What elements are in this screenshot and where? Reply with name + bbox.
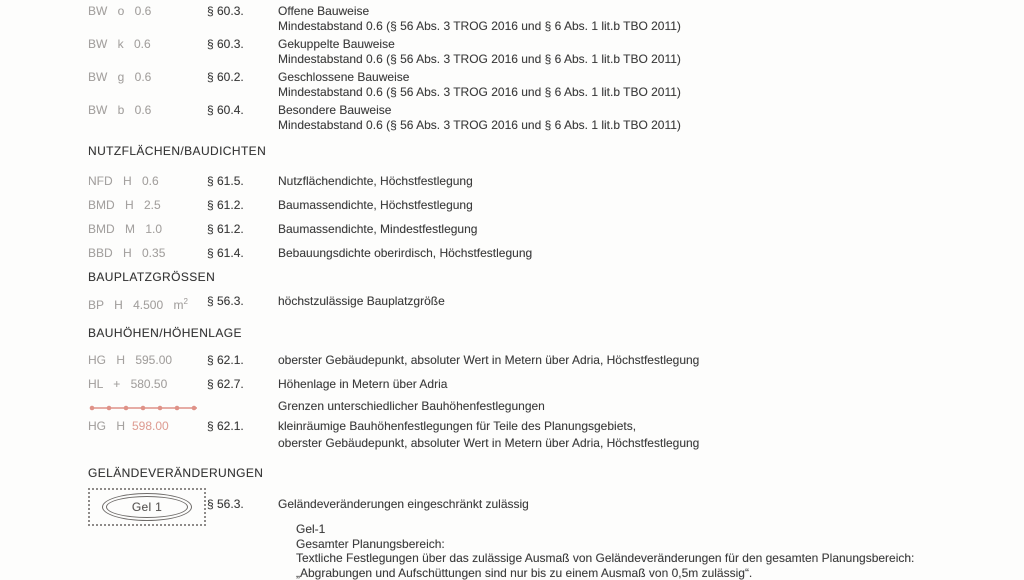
description-subtitle: Mindestabstand 0.6 (§ 56 Abs. 3 TROG 2016 und § 6 Abs. 1 lit.b TBO 2011): [278, 19, 1024, 34]
description: Grenzen unterschiedlicher Bauhöhenfestlegungen: [278, 399, 1024, 414]
legend-row: [0, 37, 1024, 67]
note-line: „Abgrabungen und Aufschüttungen sind nur bis zu einem Ausmaß von 0,5m zulässig“.: [296, 566, 1024, 580]
paragraph-ref: § 60.3.: [207, 37, 278, 52]
paragraph-ref: § 62.1.: [207, 419, 278, 434]
description-title: kleinräumige Bauhöhenfestlegungen für Teile des Planungsgebiets,: [278, 419, 1024, 434]
description-title: Offene Bauweise: [278, 4, 1024, 19]
paragraph-ref: § 56.3.: [207, 488, 278, 512]
code-cell: HG H 595.00: [88, 353, 207, 368]
description: Geländeveränderungen eingeschränkt zulässig: [278, 488, 1024, 512]
description: Baumassendichte, Mindestfestlegung: [278, 222, 1024, 237]
legend-row: [0, 174, 1024, 189]
description: [278, 4, 1024, 34]
squared-exponent: 2: [183, 297, 187, 306]
gel-label: Gel 1: [106, 496, 188, 518]
code-cell: BW g 0.6: [88, 70, 207, 85]
paragraph-ref: § 62.7.: [207, 377, 278, 392]
section-heading-nutzflaechen-baudichten: NUTZFLÄCHEN/BAUDICHTEN: [0, 144, 1024, 159]
gel-label-ellipse-icon: [102, 493, 192, 521]
legend-row: [0, 377, 1024, 392]
note-line: Textliche Festlegungen über das zulässige Ausmaß von Geländeveränderungen für den gesamten Planungsbereich:: [296, 551, 1024, 566]
code-cell: BW k 0.6: [88, 37, 207, 52]
description-title: Besondere Bauweise: [278, 103, 1024, 118]
dotted-boundary-box-icon: [88, 488, 206, 526]
legend-row: [0, 70, 1024, 100]
legend-row: [0, 399, 1024, 414]
code-cell: BW o 0.6: [88, 4, 207, 19]
description: Bebauungsdichte oberirdisch, Höchstfestlegung: [278, 246, 1024, 261]
description-title: Gekuppelte Bauweise: [278, 37, 1024, 52]
code-cell: [88, 399, 207, 413]
description-subtitle: oberster Gebäudepunkt, absoluter Wert in Metern über Adria, Höchstfestlegung: [278, 436, 1024, 451]
height-value-red: 598.00: [132, 419, 169, 433]
paragraph-ref: § 60.2.: [207, 70, 278, 85]
legend-row: [0, 488, 1024, 526]
gel-notes-block: [296, 522, 1024, 580]
paragraph-ref: § 61.2.: [207, 222, 278, 237]
code-cell: BP H 4.500 $m^2$: [88, 294, 207, 313]
section-heading-bauhoehen-hoehenlage: BAUHÖHEN/HÖHENLAGE: [0, 326, 1024, 341]
legend-row: [0, 103, 1024, 133]
description: oberster Gebäudepunkt, absoluter Wert in Metern über Adria, Höchstfestlegung: [278, 353, 1024, 368]
note-line: Gesamter Planungsbereich:: [296, 537, 1024, 552]
paragraph-ref: § 56.3.: [207, 294, 278, 309]
code-cell: BMD M 1.0: [88, 222, 207, 237]
description-subtitle: Mindestabstand 0.6 (§ 56 Abs. 3 TROG 2016 und § 6 Abs. 1 lit.b TBO 2011): [278, 118, 1024, 133]
description-title: Geschlossene Bauweise: [278, 70, 1024, 85]
code-cell: NFD H 0.6: [88, 174, 207, 189]
description-subtitle: Mindestabstand 0.6 (§ 56 Abs. 3 TROG 2016 und § 6 Abs. 1 lit.b TBO 2011): [278, 52, 1024, 67]
description: [278, 419, 1024, 453]
legend-row: [0, 4, 1024, 34]
legend-row: [0, 353, 1024, 368]
legend-row: [0, 198, 1024, 213]
paragraph-ref: § 60.4.: [207, 103, 278, 118]
description: Nutzflächendichte, Höchstfestlegung: [278, 174, 1024, 189]
code-cell: HG H 598.00: [88, 419, 207, 434]
legend-row: [0, 222, 1024, 237]
description: [278, 37, 1024, 67]
legend-row: [0, 419, 1024, 453]
description: Höhenlage in Metern über Adria: [278, 377, 1024, 392]
code-cell: BMD H 2.5: [88, 198, 207, 213]
height-boundary-dashed-line-icon: [88, 403, 200, 413]
gel-area-symbol: [88, 488, 207, 526]
paragraph-ref: § 60.3.: [207, 4, 278, 19]
paragraph-ref: § 61.4.: [207, 246, 278, 261]
paragraph-ref: § 62.1.: [207, 353, 278, 368]
legend-row: [0, 246, 1024, 261]
description: [278, 103, 1024, 133]
section-bauweise: [0, 4, 1024, 133]
description: höchstzulässige Bauplatzgröße: [278, 294, 1024, 309]
section-heading-gelaendeveraenderungen: GELÄNDEVERÄNDERUNGEN: [0, 466, 1024, 481]
paragraph-ref: § 61.5.: [207, 174, 278, 189]
section-dichten: [0, 174, 1024, 261]
section-heading-bauplatzgroessen: BAUPLATZGRÖSSEN: [0, 270, 1024, 285]
code-cell: BW b 0.6: [88, 103, 207, 118]
description-subtitle: Mindestabstand 0.6 (§ 56 Abs. 3 TROG 2016 und § 6 Abs. 1 lit.b TBO 2011): [278, 85, 1024, 100]
legend-row: [0, 294, 1024, 313]
note-line: Gel-1: [296, 522, 1024, 537]
code-cell: BBD H 0.35: [88, 246, 207, 261]
code-cell: HL + 580.50: [88, 377, 207, 392]
description: [278, 70, 1024, 100]
description: Baumassendichte, Höchstfestlegung: [278, 198, 1024, 213]
paragraph-ref: § 61.2.: [207, 198, 278, 213]
